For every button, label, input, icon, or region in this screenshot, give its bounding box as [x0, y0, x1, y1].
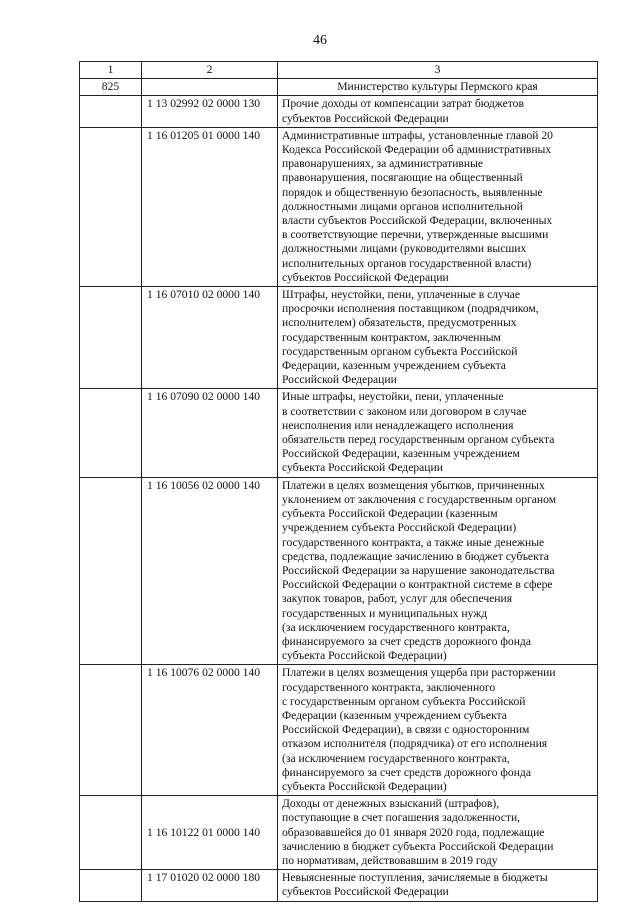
ministry-name: Министерство культуры Пермского края — [278, 79, 598, 96]
description-line: финансируемого за счет средств дорожного фонда — [282, 765, 531, 779]
row-admin-cell — [80, 870, 142, 901]
description-line: Платежи в целях возмещения убытков, причиненных — [282, 478, 545, 492]
description-line: зачислению в бюджет субъекта Российской Федерации — [282, 839, 554, 853]
row-admin-cell — [80, 665, 142, 796]
revenue-description — [278, 287, 598, 389]
revenue-code: 1 16 07010 02 0000 140 — [142, 287, 278, 389]
description-line: государственным контрактом, заключенным — [282, 330, 501, 344]
description-line: субъектов Российской Федерации — [282, 270, 449, 284]
description-line: с государственным органом субъекта Российской — [282, 694, 526, 708]
description-line: исполнителем) обязательств, предусмотренных — [282, 316, 517, 330]
description-line: исполнительных органов государственной власти) — [282, 256, 532, 270]
description-line: Платежи в целях возмещения ущерба при расторжении — [282, 666, 556, 680]
description-line: Федерации (казенным учреждением субъекта — [282, 708, 507, 722]
description-line: учреждением субъекта Российской Федерации) — [282, 521, 517, 535]
revenue-description — [278, 127, 598, 286]
description-line: правонарушения, посягающие на общественный — [282, 171, 523, 185]
description-line: государственным органом субъекта Российской — [282, 344, 518, 358]
description-line: финансируемого за счет средств дорожного фонда — [282, 634, 531, 648]
row-admin-cell — [80, 796, 142, 870]
page-number: 46 — [313, 33, 327, 48]
header-col-1: 1 — [80, 62, 142, 79]
revenue-description — [278, 665, 598, 796]
description-line: Российской Федерации — [282, 373, 397, 387]
table-row — [80, 287, 598, 389]
description-line: Российской Федерации, казенным учреждением — [282, 447, 520, 461]
description-line: Штрафы, неустойки, пени, уплаченные в случае — [282, 288, 520, 302]
row-admin-cell — [80, 96, 142, 127]
table-row — [80, 870, 598, 901]
revenue-description — [278, 870, 598, 901]
ministry-row — [80, 79, 598, 96]
description-line: Доходы от денежных взысканий (штрафов), — [282, 797, 500, 811]
description-line: отказом исполнителя (подрядчика) от его исполнения — [282, 737, 548, 751]
description-line: Прочие доходы от компенсации затрат бюджетов — [282, 97, 524, 111]
revenue-description — [278, 96, 598, 127]
revenue-description — [278, 796, 598, 870]
revenue-codes-table — [79, 61, 598, 902]
row-admin-cell — [80, 287, 142, 389]
table-row — [80, 127, 598, 286]
description-line: Российской Федерации), в связи с односторонним — [282, 723, 530, 737]
description-line: просрочки исполнения поставщиком (подрядчиком, — [282, 302, 539, 316]
description-line: Административные штрафы, установленные главой 20 — [282, 128, 553, 142]
description-line: Кодекса Российской Федерации об административных — [282, 143, 552, 157]
description-line: обязательств перед государственным органом субъекта — [282, 433, 555, 447]
revenue-description — [278, 477, 598, 665]
revenue-code: 1 16 10122 01 0000 140 — [142, 796, 278, 870]
description-line: в соответствии с законом или договором в случае — [282, 404, 527, 418]
description-line: порядок и общественную безопасность, выявленные — [282, 185, 543, 199]
description-line: должностными лицами (руководителями высших — [282, 242, 527, 256]
description-line: государственного контракта, а также иные денежные — [282, 535, 545, 549]
description-line: субъекта Российской Федерации) — [282, 649, 447, 663]
description-line: Российской Федерации за нарушение законодательства — [282, 563, 555, 577]
table-row — [80, 96, 598, 127]
table-header-row — [80, 62, 598, 79]
description-line: средства, подлежащие зачислению в бюджет субъекта — [282, 549, 549, 563]
description-line: правонарушениях, за административные — [282, 157, 484, 171]
description-line: поступающие в счет погашения задолженности, — [282, 811, 521, 825]
description-line: субъектов Российской Федерации — [282, 111, 449, 125]
description-line: Российской Федерации о контрактной системе в сфере — [282, 578, 553, 592]
revenue-description — [278, 389, 598, 477]
revenue-code: 1 16 10056 02 0000 140 — [142, 477, 278, 665]
header-col-3: 3 — [278, 62, 598, 79]
description-line: субъекта Российской Федерации) — [282, 779, 447, 793]
table-row — [80, 796, 598, 870]
revenue-code: 1 13 02992 02 0000 130 — [142, 96, 278, 127]
description-line: в соответствующие перечни, утвержденные высшими — [282, 228, 549, 242]
revenue-code: 1 16 07090 02 0000 140 — [142, 389, 278, 477]
description-line: (за исключением государственного контракта, — [282, 620, 510, 634]
table-row — [80, 665, 598, 796]
description-line: субъектов Российской Федерации — [282, 885, 449, 899]
revenue-code: 1 16 01205 01 0000 140 — [142, 127, 278, 286]
empty-code-cell — [142, 79, 278, 96]
description-line: по нормативам, действовавшим в 2019 году — [282, 853, 498, 867]
table-row — [80, 389, 598, 477]
row-admin-cell — [80, 389, 142, 477]
description-line: неисполнения или ненадлежащего исполнения — [282, 418, 514, 432]
header-col-2: 2 — [142, 62, 278, 79]
admin-code: 825 — [80, 79, 142, 96]
table-row — [80, 477, 598, 665]
description-line: государственных и муниципальных нужд — [282, 606, 488, 620]
row-admin-cell — [80, 127, 142, 286]
description-line: Иные штрафы, неустойки, пени, уплаченные — [282, 390, 504, 404]
description-line: государственного контракта, заключенного — [282, 680, 496, 694]
description-line: Невыясненные поступления, зачисляемые в бюджеты — [282, 871, 548, 885]
description-line: (за исключением государственного контракта, — [282, 751, 510, 765]
description-line: уклонением от заключения с государственным органом — [282, 492, 557, 506]
row-admin-cell — [80, 477, 142, 665]
revenue-code: 1 17 01020 02 0000 180 — [142, 870, 278, 901]
description-line: образовавшейся до 01 января 2020 года, подлежащие — [282, 825, 545, 839]
revenue-code: 1 16 10076 02 0000 140 — [142, 665, 278, 796]
description-line: Федерации, казенным учреждением субъекта — [282, 359, 506, 373]
description-line: субъекта Российской Федерации — [282, 461, 443, 475]
description-line: власти субъектов Российской Федерации, включенных — [282, 214, 553, 228]
description-line: закупок товаров, работ, услуг для обеспечения — [282, 592, 513, 606]
description-line: должностными лицами органов исполнительной — [282, 199, 523, 213]
description-line: субъекта Российской Федерации (казенным — [282, 507, 498, 521]
